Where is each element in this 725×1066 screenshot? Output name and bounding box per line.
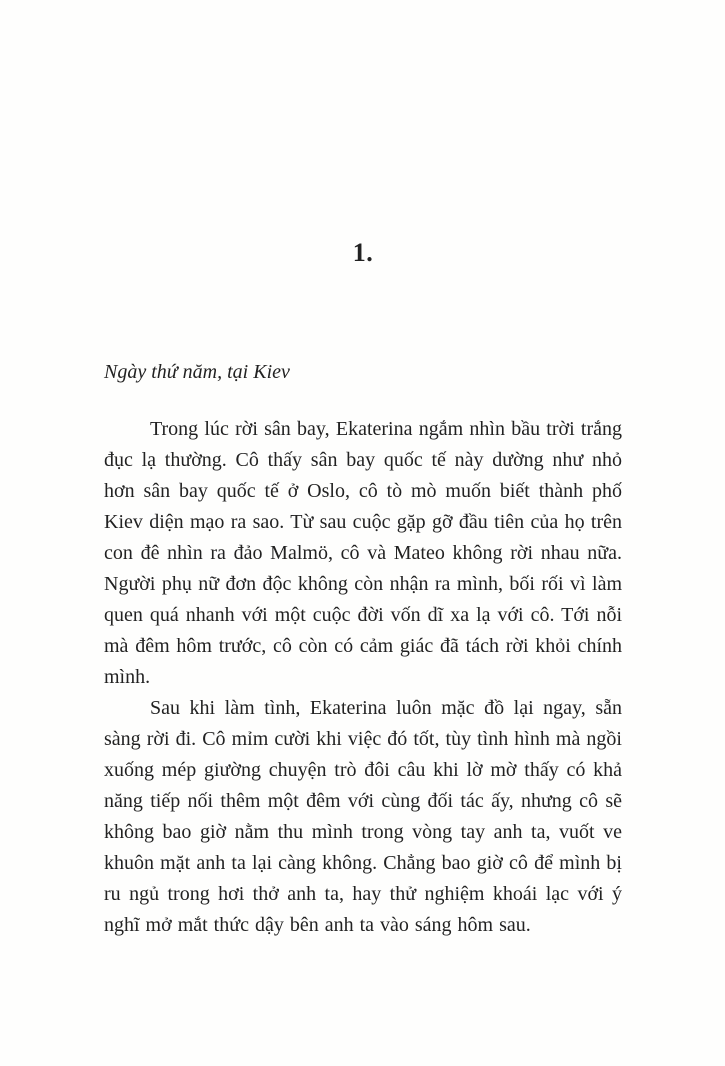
paragraph: Sau khi làm tình, Ekaterina luôn mặc đồ lại ngay, sẵn sàng rời đi. Cô mỉm cười khi việc đó tốt, tùy tình hình mà ngồi xuống mép giường chuyện trò đôi câu khi lờ mờ thấy có khả năng tiếp nối thêm một đêm với cùng đối tác ấy, nhưng cô sẽ không bao giờ nằm thu mình trong vòng tay anh ta, vuốt ve khuôn mặt anh ta lại càng không. Chẳng bao giờ cô để mình bị ru ngủ trong hơi thở anh ta, hay thử nghiệm khoái lạc với ý nghĩ mở mắt thức dậy bên anh ta vào sáng hôm sau.: [104, 697, 622, 936]
section-heading: Ngày thứ năm, tại Kiev: [104, 361, 290, 383]
chapter-number: 1.: [352, 238, 374, 267]
book-page: [104, 0, 622, 1066]
body-text: [104, 414, 622, 941]
paragraph: Trong lúc rời sân bay, Ekaterina ngắm nhìn bầu trời trắng đục lạ thường. Cô thấy sân bay quốc tế này dường như nhỏ hơn sân bay quốc tế ở Oslo, cô tò mò muốn biết thành phố Kiev diện mạo ra sao. Từ sau cuộc gặp gỡ đầu tiên của họ trên con đê nhìn ra đảo Malmö, cô và Mateo không rời nhau nữa. Người phụ nữ đơn độc không còn nhận ra mình, bối rối vì làm quen quá nhanh với một cuộc đời vốn dĩ xa lạ với cô. Tới nỗi mà đêm hôm trước, cô còn có cảm giác đã tách rời khỏi chính mình.: [104, 418, 622, 688]
